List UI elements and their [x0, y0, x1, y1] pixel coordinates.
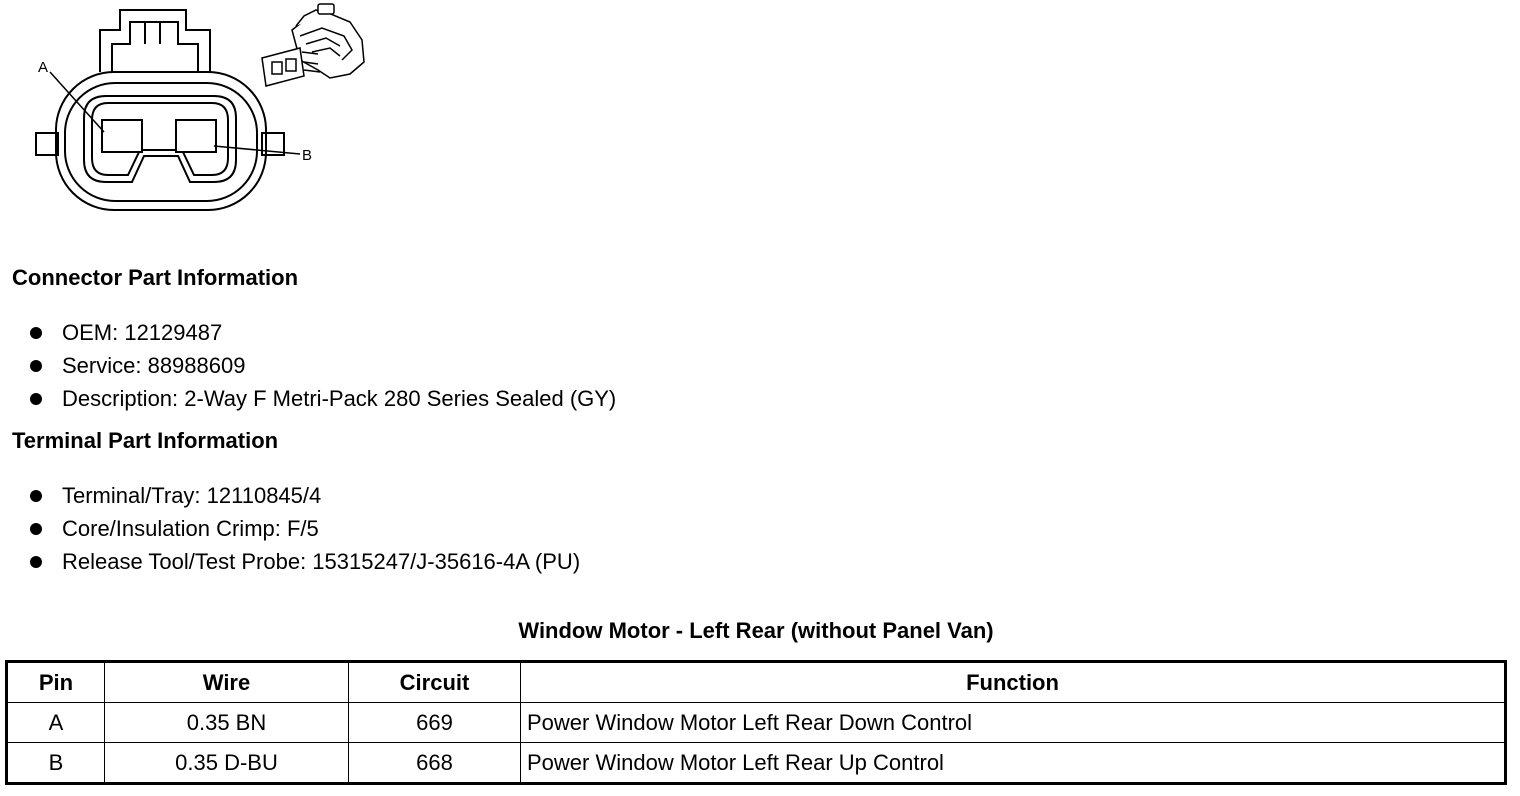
- terminal-info-list: [24, 483, 580, 582]
- table-row: [7, 703, 1506, 743]
- header-pin: Pin: [7, 662, 105, 703]
- pinout-table: [5, 660, 1507, 785]
- list-item: [24, 386, 616, 419]
- table-title: Window Motor - Left Rear (without Panel Van): [518, 618, 994, 643]
- cell-function: Power Window Motor Left Rear Up Control: [521, 743, 1506, 784]
- cell-circuit: 669: [349, 703, 521, 743]
- table-row: [7, 743, 1506, 784]
- list-item: [24, 549, 580, 582]
- header-function: Function: [521, 662, 1506, 703]
- header-circuit: Circuit: [349, 662, 521, 703]
- bullet-icon: [30, 360, 42, 372]
- pin-b-label: B: [302, 147, 313, 164]
- list-item: [24, 483, 580, 516]
- connector-diagram: [0, 0, 400, 230]
- list-item-text: Service: 88988609: [62, 353, 246, 378]
- connector-thumbnail: [262, 4, 364, 86]
- cell-pin: B: [7, 743, 105, 784]
- list-item-text: Release Tool/Test Probe: 15315247/J-35616-4A (PU): [62, 549, 581, 574]
- list-item-text: OEM: 12129487: [62, 320, 223, 345]
- list-item: [24, 353, 616, 386]
- list-item-text: Terminal/Tray: 12110845/4: [62, 483, 322, 508]
- header-wire: Wire: [105, 662, 349, 703]
- cell-circuit: 668: [349, 743, 521, 784]
- list-item: [24, 320, 616, 353]
- bullet-icon: [30, 393, 42, 405]
- cell-pin: A: [7, 703, 105, 743]
- table-header-row: [7, 662, 1506, 703]
- pin-a-label: A: [38, 59, 49, 76]
- bullet-icon: [30, 523, 42, 535]
- list-item-text: Core/Insulation Crimp: F/5: [62, 516, 319, 541]
- terminal-info-heading: Terminal Part Information: [12, 428, 279, 453]
- list-item-text: Description: 2-Way F Metri-Pack 280 Series Sealed (GY): [62, 386, 617, 411]
- bullet-icon: [30, 327, 42, 339]
- connector-face-view: [36, 10, 300, 210]
- list-item: [24, 516, 580, 549]
- bullet-icon: [30, 490, 42, 502]
- cell-wire: 0.35 BN: [105, 703, 349, 743]
- cell-wire: 0.35 D-BU: [105, 743, 349, 784]
- bullet-icon: [30, 556, 42, 568]
- connector-info-heading: Connector Part Information: [12, 265, 299, 290]
- connector-info-list: [24, 320, 616, 419]
- cell-function: Power Window Motor Left Rear Down Control: [521, 703, 1506, 743]
